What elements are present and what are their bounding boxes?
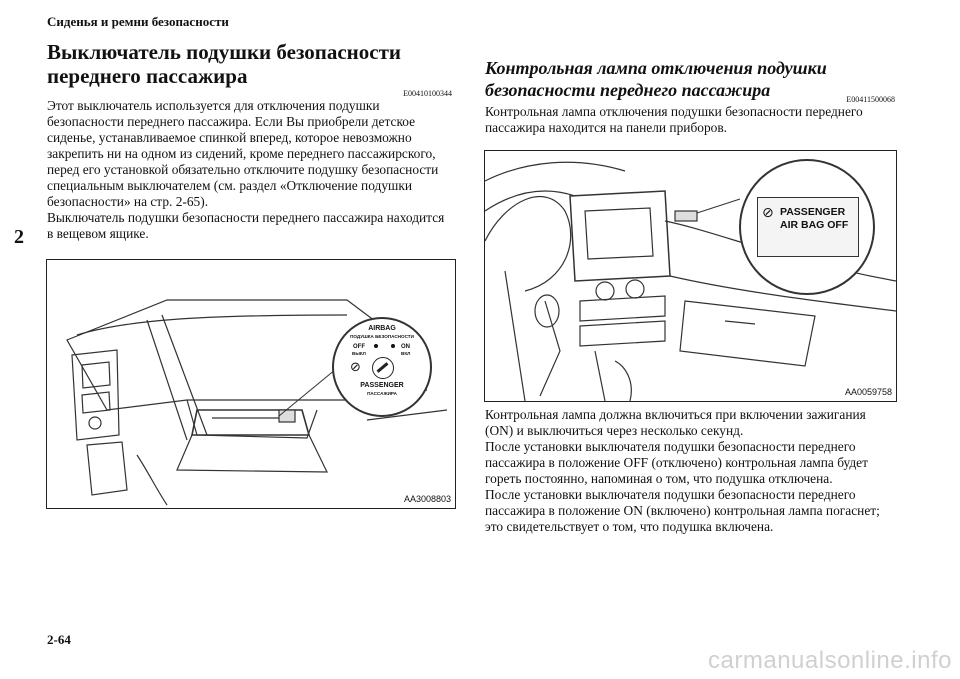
airbag-label-ru: ПОДУШКА БЕЗОПАСНОСТИ	[350, 334, 414, 339]
figure-glovebox-switch	[46, 259, 456, 509]
paragraph: Контрольная лампа отключения подушки безопасности переднего пассажира находится на панели приборов.	[485, 104, 863, 135]
page-number: 2-64	[47, 632, 71, 647]
lamp-panel	[757, 197, 859, 257]
running-header: Сиденья и ремни безопасности	[47, 14, 229, 29]
off-label: OFF	[353, 344, 365, 350]
figure-code: AA3008803	[403, 494, 451, 504]
paragraph: Контрольная лампа должна включиться при включении зажигания (ON) и выключиться через несколько секунд.	[485, 407, 866, 438]
lamp-text-line1: PASSENGER	[780, 206, 846, 218]
figure-dashboard-lamp	[484, 150, 897, 402]
passenger-label-ru: ПАССАЖИРА	[367, 391, 397, 396]
section-heading-switch: Выключатель подушки безопасности переднего пассажира	[47, 40, 402, 88]
paragraph: После установки выключателя подушки безопасности переднего пассажира в положение OFF (отключено) контрольная лампа будет гореть постоянно, напоминая о том, что подушка отключена.	[485, 439, 868, 486]
lamp-text-line2: AIR BAG OFF	[780, 219, 849, 231]
key-slot-icon	[372, 357, 394, 379]
section-code: E00411500068	[846, 95, 895, 104]
lamp-callout	[739, 159, 875, 295]
airbag-label: AIRBAG	[368, 325, 396, 332]
on-label: ON	[401, 344, 410, 350]
off-dot-icon	[374, 344, 378, 348]
chapter-tab: 2	[14, 226, 24, 248]
left-column	[47, 40, 452, 242]
airbag-switch-callout	[332, 317, 432, 417]
paragraph: Выключатель подушки безопасности переднего пассажира находится в вещевом ящике.	[47, 210, 445, 241]
on-dot-icon	[391, 344, 395, 348]
airbag-off-icon: ⊘	[762, 205, 774, 221]
off-label-ru: ВЫКЛ	[352, 351, 366, 356]
paragraph: После установки выключателя подушки безопасности переднего пассажира в положение ON (включено) контрольная лампа погаснет; это свидетельствует о том, что подушка включена.	[485, 487, 880, 534]
on-label-ru: ВКЛ	[401, 351, 411, 356]
figure-code: AA0059758	[844, 387, 892, 397]
paragraph: Этот выключатель используется для отключения подушки безопасности переднего пассажира. Если Вы приобрели детское сиденье, устанавливаемое спинкой вперед, которое невозможно закрепить ни на одном из сидений, кроме переднего пассажирского, перед его установкой обязательно отключите подушку безопасности специальным выключателем (см. раздел «Отключение подушки безопасности» на стр. 2-65).	[47, 98, 439, 209]
right-body-text	[485, 407, 895, 535]
airbag-off-icon: ⊘	[350, 360, 361, 375]
section-code: E00410100344	[403, 89, 452, 98]
section-heading-lamp: Контрольная лампа отключения подушки безопасности переднего пассажира	[485, 58, 827, 100]
right-column	[485, 57, 895, 136]
watermark: carmanualsonline.info	[708, 647, 952, 674]
passenger-label: PASSENGER	[360, 382, 404, 389]
